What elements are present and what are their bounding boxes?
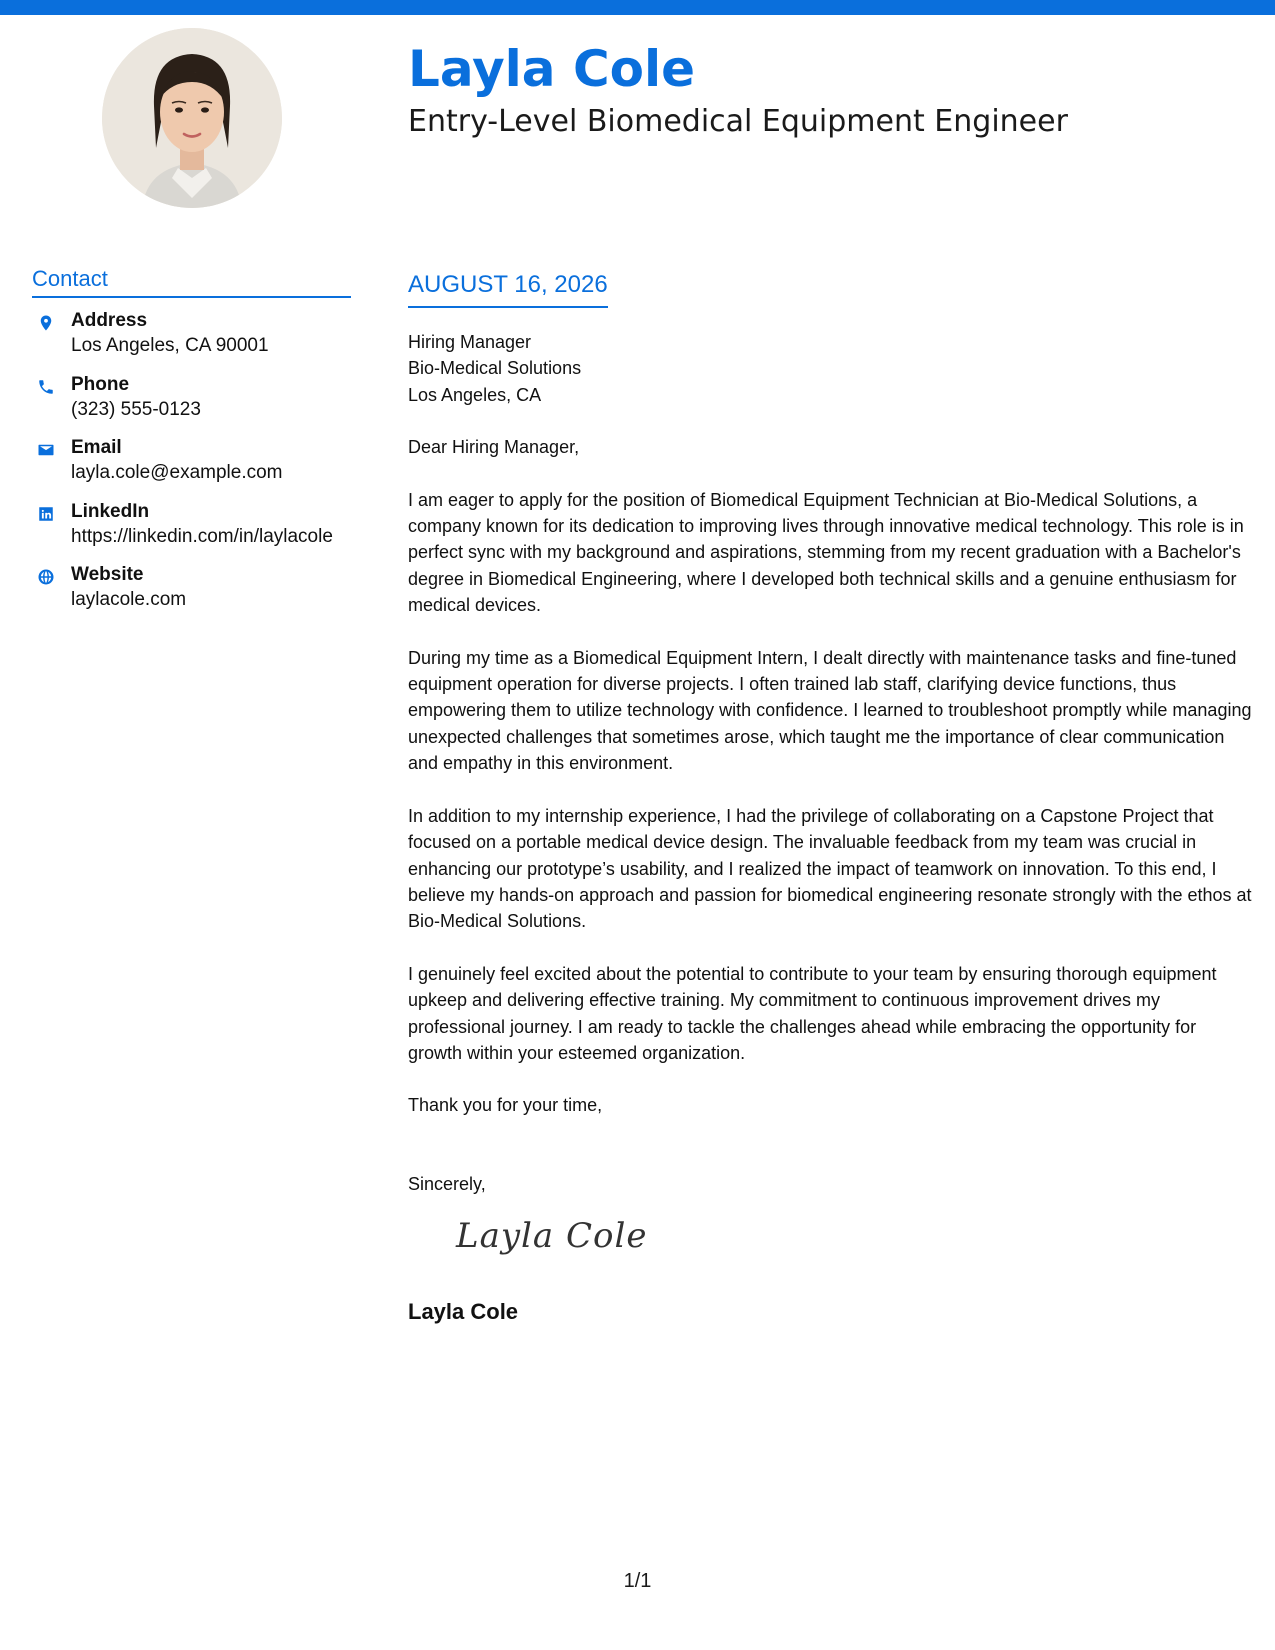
letter-body bbox=[408, 329, 1253, 1326]
email-value[interactable]: layla.cole@example.com bbox=[71, 462, 283, 483]
recipient-line: Bio-Medical Solutions bbox=[408, 358, 582, 379]
body-paragraph: I genuinely feel excited about the potential to contribute to your team by ensuring thorough equipment upkeep and delivering effective training. My commitment to continuous improvement drives my professional journey. I am ready to tackle the challenges ahead while embracing the opportunity for growth within your esteemed organization. bbox=[408, 963, 1217, 1063]
top-accent-bar bbox=[0, 0, 1275, 15]
phone-value: (323) 555-0123 bbox=[71, 398, 201, 420]
contact-item-website bbox=[32, 564, 362, 628]
contact-item-phone bbox=[32, 374, 362, 438]
linkedin-value[interactable]: https://linkedin.com/in/laylacole bbox=[71, 525, 333, 547]
contact-label: Email bbox=[71, 437, 122, 458]
applicant-name: Layla Cole bbox=[408, 40, 696, 98]
signer-name: Layla Cole bbox=[408, 1299, 519, 1325]
address-value: Los Angeles, CA 90001 bbox=[71, 335, 269, 356]
avatar-photo bbox=[102, 28, 282, 208]
contact-item-address bbox=[32, 310, 362, 374]
contact-label: Phone bbox=[71, 373, 130, 395]
globe-icon bbox=[36, 567, 56, 587]
contact-label: Website bbox=[71, 564, 144, 585]
thank-you-line: Thank you for your time, bbox=[408, 1095, 603, 1116]
contact-item-linkedin bbox=[32, 501, 362, 565]
contact-item-email bbox=[32, 437, 362, 501]
recipient-line: Los Angeles, CA bbox=[408, 384, 542, 405]
website-value[interactable]: laylacole.com bbox=[71, 589, 187, 610]
avatar bbox=[102, 28, 282, 208]
signature: Layla Cole bbox=[456, 1216, 648, 1257]
job-title: Entry-Level Biomedical Equipment Engineer bbox=[408, 104, 1068, 139]
location-pin-icon bbox=[36, 313, 56, 333]
greeting: Dear Hiring Manager, bbox=[408, 437, 580, 458]
contact-label: LinkedIn bbox=[71, 500, 150, 522]
recipient-block bbox=[408, 329, 1253, 408]
page-number: 1/1 bbox=[623, 1570, 652, 1592]
recipient-line: Hiring Manager bbox=[408, 332, 532, 352]
body-paragraph: During my time as a Biomedical Equipment Intern, I dealt directly with maintenance tasks and fine-tuned equipment operation for diverse projects. I often trained lab staff, clarifying device functions, thus empowering them to utilize technology with confidence. I learned to troubleshoot promptly while managing unexpected challenges that sometimes arose, which taught me the importance of clear communication and empathy in this environment. bbox=[408, 647, 1252, 774]
letter-date: AUGUST 16, 2026 bbox=[408, 271, 608, 308]
phone-icon bbox=[36, 377, 56, 397]
linkedin-icon bbox=[36, 504, 56, 524]
contact-list bbox=[32, 310, 362, 628]
closing: Sincerely, bbox=[408, 1173, 486, 1194]
body-paragraph: In addition to my internship experience, I had the privilege of collaborating on a Capstone Project that focused on a portable medical device design. The invaluable feedback from my team was crucial in enhancing our prototype’s usability, and I realized the impact of teamwork on innovation. To this end, I believe my hands-on approach and passion for biomedical engineering resonate strongly with the ethos at Bio-Medical Solutions. bbox=[408, 805, 1252, 932]
contact-label: Address bbox=[71, 310, 148, 331]
email-icon bbox=[36, 440, 56, 460]
contact-heading: Contact bbox=[32, 266, 351, 298]
body-paragraph: I am eager to apply for the position of Biomedical Equipment Technician at Bio-Medical Solutions, a company known for its dedication to improving lives through innovative medical technology. This role is in perfect sync with my background and aspirations, stemming from my recent graduation with a Bachelor's degree in Biomedical Engineering, where I developed both technical skills and a genuine enthusiasm for medical devices. bbox=[408, 489, 1244, 616]
